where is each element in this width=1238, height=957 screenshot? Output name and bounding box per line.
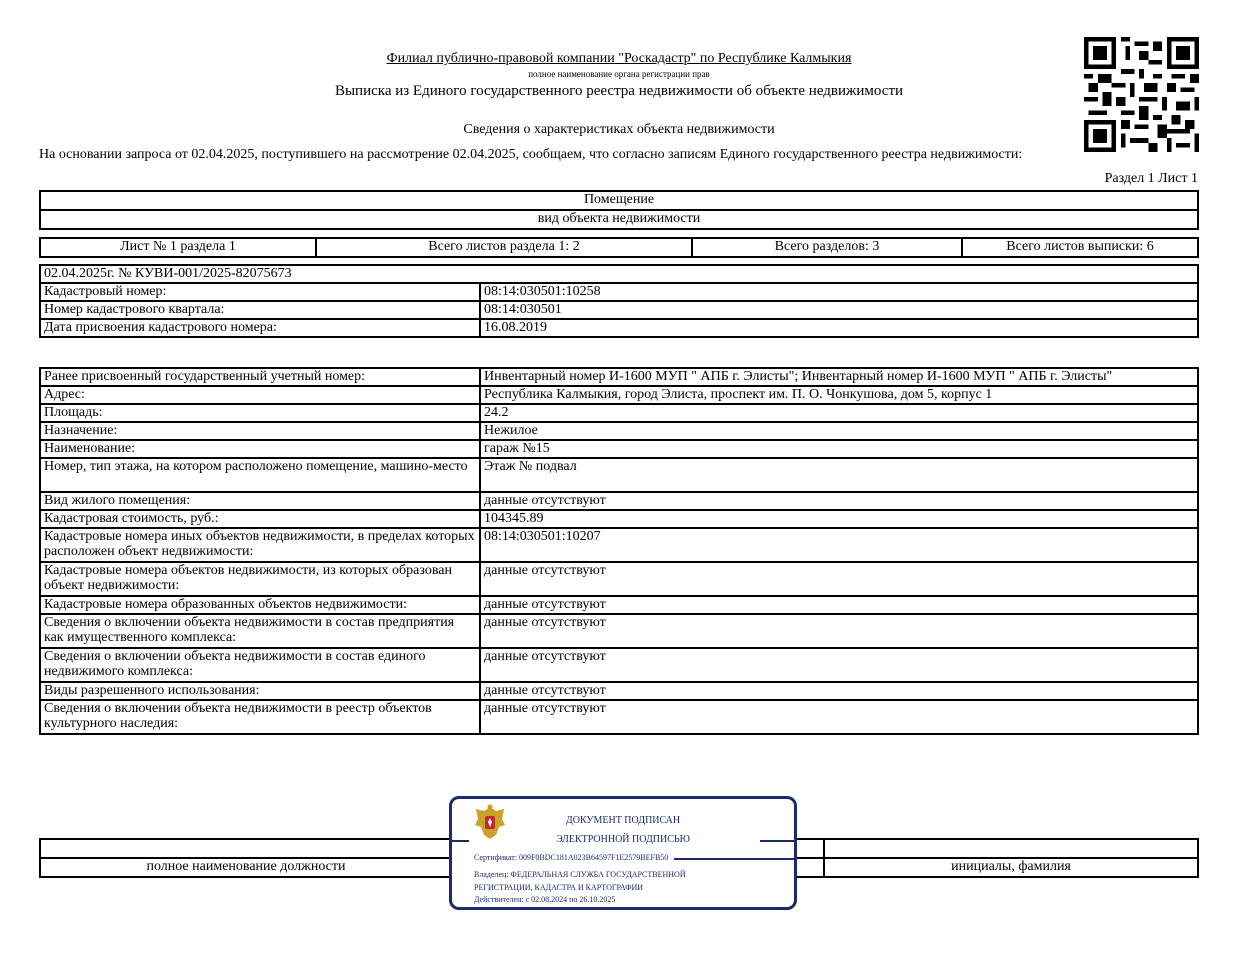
info-label: Дата присвоения кадастрового номера:	[40, 319, 480, 337]
stamp-rule	[449, 840, 469, 842]
stamp-line-1: ДОКУМЕНТ ПОДПИСАН	[565, 815, 681, 826]
stamp-validity: Действителен: с 02.08.2024 по 26.10.2025	[474, 895, 616, 904]
row-label: Кадастровые номера объектов недвижимости, из которых образован объект недвижимости:	[40, 562, 480, 596]
position-cell	[40, 839, 452, 858]
object-type-table	[39, 190, 1199, 230]
qr-code-icon	[1084, 37, 1199, 152]
object-type: Помещение	[40, 191, 1198, 210]
row-value: данные отсутствуют	[480, 596, 1198, 614]
row-value: данные отсутствуют	[480, 492, 1198, 510]
organization-caption: полное наименование органа регистрации прав	[528, 69, 710, 79]
row-label: Вид жилого помещения:	[40, 492, 480, 510]
row-value: 104345.89	[480, 510, 1198, 528]
stamp-line-2: ЭЛЕКТРОННОЙ ПОДПИСЬЮ	[556, 834, 690, 845]
info-value: 08:14:030501:10258	[480, 283, 1198, 301]
sheets-total: Всего листов выписки: 6	[962, 238, 1198, 257]
row-label: Наименование:	[40, 440, 480, 458]
object-type-caption: вид объекта недвижимости	[40, 210, 1198, 229]
organization-name: Филиал публично-правовой компании "Роскадастр" по Республике Калмыкия	[386, 51, 852, 66]
row-value: данные отсутствуют	[480, 682, 1198, 700]
basis-text: На основании запроса от 02.04.2025, поступившего на рассмотрение 02.04.2025, сообщаем, что согласно записям Единого государственного реестра недвижимости:	[39, 147, 1023, 162]
row-value: Этаж № подвал	[480, 458, 1198, 492]
cadastral-info-table	[39, 264, 1199, 338]
stamp-owner	[474, 868, 686, 894]
row-label: Площадь:	[40, 404, 480, 422]
row-label: Номер, тип этажа, на котором расположено помещение, машино-место	[40, 458, 480, 492]
razdel-sheet: Раздел 1 Лист 1	[1104, 171, 1198, 186]
stamp-rule	[674, 858, 794, 860]
stamp-certificate: Сертификат: 009F0BDC181A023B64597F1E2579BEFB50	[474, 853, 669, 862]
sheet-number: Лист № 1 раздела 1	[40, 238, 316, 257]
row-label: Кадастровые номера иных объектов недвижимости, в пределах которых расположен объект недвижимости:	[40, 528, 480, 562]
electronic-signature-stamp	[449, 796, 797, 910]
characteristics-table	[39, 367, 1199, 735]
row-label: Назначение:	[40, 422, 480, 440]
name-caption: инициалы, фамилия	[824, 858, 1198, 877]
row-label: Кадастровая стоимость, руб.:	[40, 510, 480, 528]
row-value: 08:14:030501:10207	[480, 528, 1198, 562]
row-value: данные отсутствуют	[480, 614, 1198, 648]
row-value: Нежилое	[480, 422, 1198, 440]
row-label: Ранее присвоенный государственный учетный номер:	[40, 368, 480, 386]
row-value: данные отсутствуют	[480, 648, 1198, 682]
row-label: Адрес:	[40, 386, 480, 404]
sections-total: Всего разделов: 3	[692, 238, 962, 257]
row-value: данные отсутствуют	[480, 700, 1198, 734]
row-value: данные отсутствуют	[480, 562, 1198, 596]
row-label: Кадастровые номера образованных объектов недвижимости:	[40, 596, 480, 614]
row-label: Виды разрешенного использования:	[40, 682, 480, 700]
info-label: Кадастровый номер:	[40, 283, 480, 301]
info-value: 08:14:030501	[480, 301, 1198, 319]
row-value: Республика Калмыкия, город Элиста, проспект им. П. О. Чонкушова, дом 5, корпус 1	[480, 386, 1198, 404]
info-value: 16.08.2019	[480, 319, 1198, 337]
row-value: гараж №15	[480, 440, 1198, 458]
name-cell	[824, 839, 1198, 858]
row-value: 24.2	[480, 404, 1198, 422]
row-label: Сведения о включении объекта недвижимости в состав единого недвижимого комплекса:	[40, 648, 480, 682]
stamp-owner-line-1: Владелец: ФЕДЕРАЛЬНАЯ СЛУЖБА ГОСУДАРСТВЕННОЙ	[474, 870, 686, 879]
sheet-info-table	[39, 237, 1199, 258]
row-label: Сведения о включении объекта недвижимости в реестр объектов культурного наследия:	[40, 700, 480, 734]
sheets-in-section: Всего листов раздела 1: 2	[316, 238, 692, 257]
info-label: Номер кадастрового квартала:	[40, 301, 480, 319]
request-number: 02.04.2025г. № КУВИ-001/2025-82075673	[40, 265, 1198, 283]
stamp-owner-line-2: РЕГИСТРАЦИИ, КАДАСТРА И КАРТОГРАФИИ	[474, 883, 644, 892]
document-title: Выписка из Единого государственного реестра недвижимости об объекте недвижимости	[334, 83, 904, 99]
stamp-rule	[760, 840, 794, 842]
section-title: Сведения о характеристиках объекта недвижимости	[463, 122, 775, 137]
position-caption: полное наименование должности	[40, 858, 452, 877]
row-value: Инвентарный номер И-1600 МУП " АПБ г. Элисты"; Инвентарный номер И-1600 МУП " АПБ г. Элисты"	[480, 368, 1198, 386]
row-label: Сведения о включении объекта недвижимости в состав предприятия как имущественного комплекса:	[40, 614, 480, 648]
